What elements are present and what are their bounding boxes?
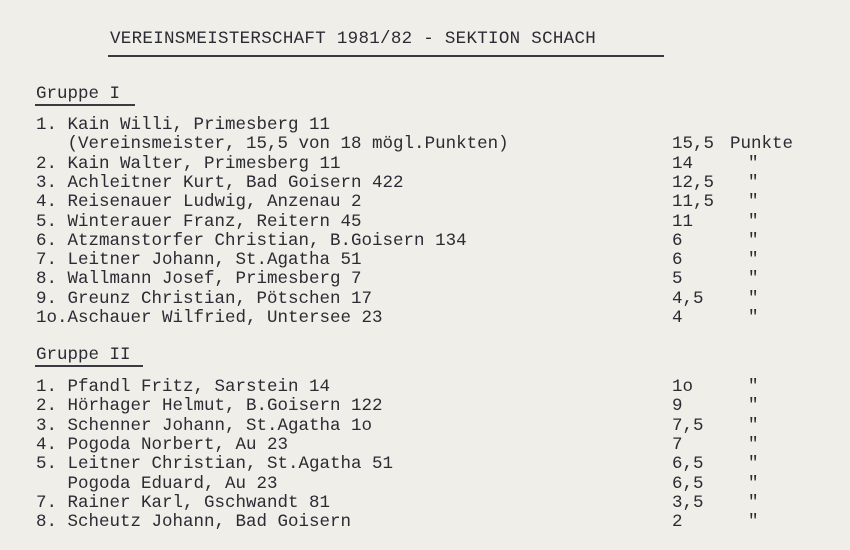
player-entry: 5. Winterauer Franz, Reitern 45 (36, 211, 362, 232)
result-row (0, 512, 850, 532)
points-unit: " (748, 415, 759, 436)
points-unit: " (748, 192, 759, 213)
points-value: 6,5 (672, 473, 704, 494)
points-value: 14 (672, 153, 694, 174)
player-entry: 7. Leitner Johann, St.Agatha 51 (36, 250, 362, 271)
points-unit: " (748, 473, 759, 494)
group-heading-2-underline (35, 365, 143, 367)
points-unit: " (748, 250, 759, 271)
result-row (0, 416, 850, 436)
points-value: 5 (672, 269, 683, 290)
document-title: VEREINSMEISTERSCHAFT 1981/82 - SEKTION SCHACH (110, 29, 597, 49)
points-value: 4,5 (672, 288, 704, 309)
result-row (0, 435, 850, 455)
group-heading-2: Gruppe II (36, 345, 131, 365)
points-unit: " (748, 492, 759, 513)
points-unit: " (748, 172, 759, 193)
points-value: 6,5 (672, 454, 704, 475)
result-row (0, 154, 850, 174)
result-row (0, 454, 850, 474)
title-underline (108, 55, 664, 57)
points-unit: " (748, 153, 759, 174)
group-heading-1: Gruppe I (36, 84, 121, 104)
player-entry: 8. Scheutz Johann, Bad Goisern (36, 512, 352, 533)
result-row (0, 308, 850, 328)
result-row (0, 134, 850, 154)
player-entry: 7. Rainer Karl, Gschwandt 81 (36, 492, 331, 513)
points-value: 7 (672, 434, 683, 455)
player-entry: 9. Greunz Christian, Pötschen 17 (36, 288, 373, 309)
points-value: 15,5 (672, 134, 715, 155)
points-value: 7,5 (672, 415, 704, 436)
points-unit: " (748, 230, 759, 251)
points-value: 1o (672, 377, 694, 397)
points-value: 6 (672, 250, 683, 271)
result-row (0, 192, 850, 212)
points-value: 2 (672, 512, 683, 533)
points-unit: " (748, 512, 759, 533)
player-entry: 2. Hörhager Helmut, B.Goisern 122 (36, 396, 383, 417)
result-row (0, 377, 850, 397)
points-unit: Punkte (730, 134, 794, 155)
player-entry: 4. Pogoda Norbert, Au 23 (36, 434, 289, 455)
player-entry: 3. Schenner Johann, St.Agatha 1o (36, 415, 373, 436)
result-row (0, 289, 850, 309)
points-value: 12,5 (672, 172, 715, 193)
result-row (0, 231, 850, 251)
player-entry: 6. Atzmanstorfer Christian, B.Goisern 134 (36, 230, 467, 251)
result-row (0, 115, 850, 135)
points-unit: " (748, 454, 759, 475)
points-value: 11,5 (672, 192, 715, 213)
points-value: 4 (672, 308, 683, 328)
points-unit: " (748, 211, 759, 232)
group-heading-1-underline (35, 104, 135, 106)
result-row (0, 269, 850, 289)
result-row (0, 396, 850, 416)
points-value: 9 (672, 396, 683, 417)
points-value: 6 (672, 230, 683, 251)
player-entry: 8. Wallmann Josef, Primesberg 7 (36, 269, 362, 290)
player-entry: 1o.Aschauer Wilfried, Untersee 23 (36, 308, 383, 328)
points-unit: " (748, 288, 759, 309)
player-entry: 1. Pfandl Fritz, Sarstein 14 (36, 377, 331, 397)
points-unit: " (748, 269, 759, 290)
result-row (0, 493, 850, 513)
points-unit: " (748, 308, 759, 328)
player-entry: 5. Leitner Christian, St.Agatha 51 (36, 454, 394, 475)
points-value: 3,5 (672, 492, 704, 513)
player-entry: 3. Achleitner Kurt, Bad Goisern 422 (36, 172, 404, 193)
points-unit: " (748, 434, 759, 455)
points-unit: " (748, 396, 759, 417)
result-row (0, 173, 850, 193)
points-value: 11 (672, 211, 694, 232)
result-row (0, 250, 850, 270)
result-row (0, 212, 850, 232)
result-row (0, 474, 850, 494)
player-entry: 4. Reisenauer Ludwig, Anzenau 2 (36, 192, 362, 213)
player-entry: (Vereinsmeister, 15,5 von 18 mögl.Punkten) (36, 134, 509, 155)
player-entry: 2. Kain Walter, Primesberg 11 (36, 153, 341, 174)
player-entry: Pogoda Eduard, Au 23 (36, 473, 278, 494)
player-entry: 1. Kain Willi, Primesberg 11 (36, 115, 331, 135)
points-unit: " (748, 377, 759, 397)
